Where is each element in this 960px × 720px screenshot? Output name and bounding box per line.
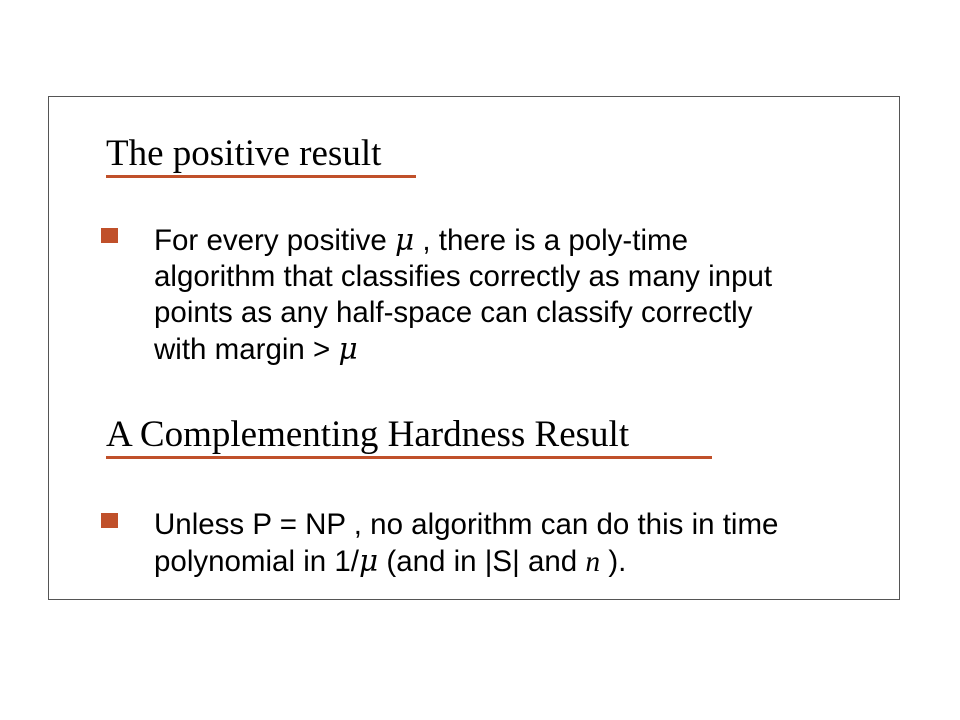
bullet-line: points as any half-space can classify correctly: [154, 296, 753, 329]
bullet-marker: [101, 228, 118, 243]
text-run: (and in |S| and: [378, 545, 586, 578]
mu-symbol: μ: [395, 223, 415, 257]
bullet-line: [154, 222, 772, 259]
text-run: , there is a poly-time: [414, 224, 688, 257]
bullet-marker: [101, 513, 118, 528]
text-run: For every positive: [154, 224, 395, 257]
section-heading-hardness-result: A Complementing Hardness Result: [106, 414, 630, 455]
heading-underline: [106, 175, 416, 178]
heading-underline: [106, 456, 712, 459]
section-heading-positive-result: The positive result: [106, 133, 382, 174]
bullet-hardness-result: [154, 507, 778, 580]
bullet-line: [154, 331, 772, 368]
text-run: with margin >: [154, 333, 339, 366]
bullet-line: [154, 543, 778, 580]
bullet-positive-result: [154, 222, 772, 368]
mu-symbol: μ: [338, 332, 358, 366]
mu-symbol: μ: [358, 544, 379, 578]
text-run: polynomial in 1/: [154, 545, 359, 578]
bullet-line: Unless P = NP , no algorithm can do this in time: [154, 508, 779, 541]
text-run: ).: [600, 545, 627, 578]
bullet-line: algorithm that classifies correctly as many input: [154, 260, 773, 293]
n-variable: n: [585, 546, 601, 578]
